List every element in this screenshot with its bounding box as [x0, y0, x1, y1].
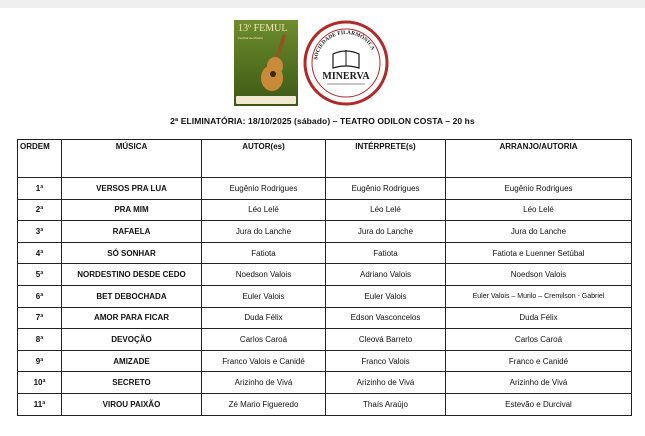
cell-order: 4ª [18, 242, 62, 264]
cell-order: 10ª [18, 372, 62, 394]
table-row [18, 372, 632, 394]
cell-arrangement: Jura do Lanche [446, 221, 632, 243]
cell-arrangement: Arizinho de Vivá [446, 372, 632, 394]
cell-order: 1ª [18, 178, 62, 200]
cell-song: BET DEBOCHADA [62, 285, 202, 307]
cell-performer: Franco Valois [326, 350, 446, 372]
minerva-seal-logo [303, 20, 389, 106]
col-header-arrangement: ARRANJO/AUTORIA [446, 140, 632, 178]
festival-poster-image [234, 20, 298, 106]
cell-arrangement: Duda Félix [446, 307, 632, 329]
cell-arrangement: Fatiota e Luenner Setúbal [446, 242, 632, 264]
table-row [18, 393, 632, 415]
cell-performer: Cleová Barreto [326, 329, 446, 351]
cell-song: VIROU PAIXÃO [62, 393, 202, 415]
cell-arrangement: Estevão e Durcival [446, 393, 632, 415]
top-band [0, 0, 645, 8]
cell-author: Euler Valois [202, 285, 326, 307]
cell-performer: Thaís Araújo [326, 393, 446, 415]
cell-song: SÓ SONHAR [62, 242, 202, 264]
cell-performer: Euler Valois [326, 285, 446, 307]
cell-author: Zé Mario Figueredo [202, 393, 326, 415]
cell-order: 7ª [18, 307, 62, 329]
cell-song: PRA MIM [62, 199, 202, 221]
cell-order: 11ª [18, 393, 62, 415]
cell-order: 3ª [18, 221, 62, 243]
cell-song: AMIZADE [62, 350, 202, 372]
cell-arrangement: Franco e Canidé [446, 350, 632, 372]
table-row [18, 221, 632, 243]
guitar-icon [254, 34, 294, 96]
cell-performer: Edson Vasconcelos [326, 307, 446, 329]
cell-author: Franco Valois e Canidé [202, 350, 326, 372]
seal-top-text: SOCIEDADE FILARMÔNICA [313, 29, 376, 61]
col-header-song: MÚSICA [62, 140, 202, 178]
cell-arrangement: Léo Lelé [446, 199, 632, 221]
cell-song: DEVOÇÃO [62, 329, 202, 351]
program-table [17, 139, 632, 416]
col-header-author: AUTOR(es) [202, 140, 326, 178]
table-row [18, 264, 632, 286]
cell-song: SECRETO [62, 372, 202, 394]
cell-performer: Eugênio Rodrigues [326, 178, 446, 200]
cell-order: 2ª [18, 199, 62, 221]
cell-order: 5ª [18, 264, 62, 286]
col-header-performer: INTÉRPRETE(s) [326, 140, 446, 178]
cell-order: 8ª [18, 329, 62, 351]
cell-author: Jura do Lanche [202, 221, 326, 243]
cell-author: Fatiota [202, 242, 326, 264]
seal-name: MINERVA [322, 71, 370, 82]
cell-performer: Fatiota [326, 242, 446, 264]
table-row [18, 178, 632, 200]
cell-order: 9ª [18, 350, 62, 372]
cell-arrangement: Eugênio Rodrigues [446, 178, 632, 200]
page-title: 2ª ELIMINATÓRIA: 18/10/2025 (sábado) – TEATRO ODILON COSTA – 20 hs [170, 116, 475, 126]
cell-author: Léo Lelé [202, 199, 326, 221]
poster-title: 13º FEMUL [238, 23, 288, 34]
table-row [18, 307, 632, 329]
cell-performer: Adriano Valois [326, 264, 446, 286]
cell-author: Duda Félix [202, 307, 326, 329]
cell-order: 6ª [18, 285, 62, 307]
table-row [18, 242, 632, 264]
cell-song: NORDESTINO DESDE CEDO [62, 264, 202, 286]
table-row [18, 199, 632, 221]
cell-performer: Léo Lelé [326, 199, 446, 221]
cell-song: RAFAELA [62, 221, 202, 243]
cell-author: Noedson Valois [202, 264, 326, 286]
cell-arrangement: Euler Valois – Murilo – Cremilson - Gabriel [446, 285, 632, 307]
table-row [18, 329, 632, 351]
cell-arrangement: Noedson Valois [446, 264, 632, 286]
cell-performer: Arizinho de Vivá [326, 372, 446, 394]
cell-performer: Jura do Lanche [326, 221, 446, 243]
cell-author: Eugênio Rodrigues [202, 178, 326, 200]
table-row [18, 285, 632, 307]
table-header-row [18, 140, 632, 178]
cell-song: VERSOS PRA LUA [62, 178, 202, 200]
cell-author: Carlos Caroá [202, 329, 326, 351]
cell-song: AMOR PARA FICAR [62, 307, 202, 329]
table-row [18, 350, 632, 372]
poster-subtitle: Festival de Música [238, 36, 263, 40]
poster-footer-logos [236, 96, 296, 104]
cell-arrangement: Carlos Caroá [446, 329, 632, 351]
cell-author: Arizinho de Vivá [202, 372, 326, 394]
col-header-order: ORDEM [18, 140, 62, 178]
